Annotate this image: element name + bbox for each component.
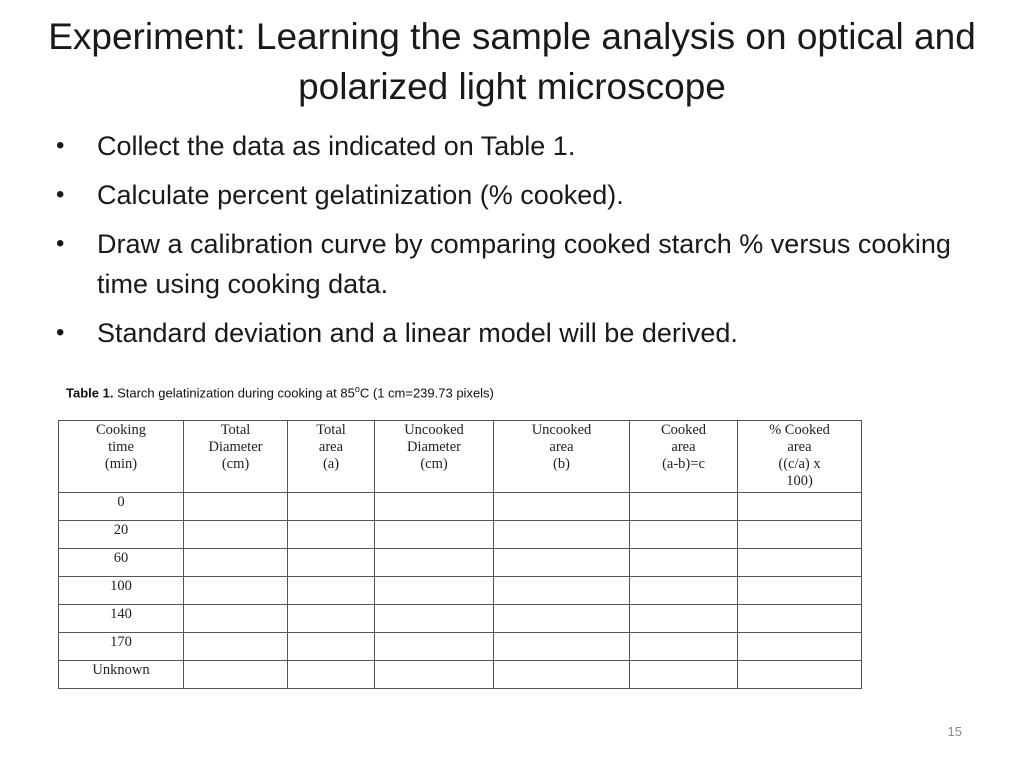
table-cell <box>738 605 862 633</box>
table-cell <box>184 633 288 661</box>
table-cell <box>184 521 288 549</box>
table-cell <box>288 549 375 577</box>
table-cell <box>630 577 738 605</box>
table-cell <box>375 661 494 689</box>
bullet-text: Collect the data as indicated on Table 1. <box>97 131 576 161</box>
column-header: Uncooked area (b) <box>494 421 630 493</box>
bullet-item <box>56 224 976 304</box>
table-cell <box>738 521 862 549</box>
table-cell <box>375 521 494 549</box>
bullet-dot-icon: • <box>56 181 65 208</box>
table-cell <box>630 605 738 633</box>
table-header-row <box>59 421 862 493</box>
bullet-list <box>56 126 976 362</box>
table-cell <box>494 493 630 521</box>
table-cell <box>288 493 375 521</box>
table-cell: 60 <box>59 549 184 577</box>
table-cell <box>494 605 630 633</box>
table-caption-text-end: C (1 cm=239.73 pixels) <box>359 385 494 401</box>
table-cell: 20 <box>59 521 184 549</box>
table-cell <box>630 661 738 689</box>
table-cell <box>738 493 862 521</box>
table-cell: 140 <box>59 605 184 633</box>
bullet-text: Draw a calibration curve by comparing cooked starch % versus cooking time using cooking data. <box>97 229 951 299</box>
column-header: Total Diameter (cm) <box>184 421 288 493</box>
table-row <box>59 521 862 549</box>
table-cell: 100 <box>59 577 184 605</box>
table-cell <box>630 633 738 661</box>
bullet-item <box>56 175 976 215</box>
page-number: 15 <box>947 724 962 739</box>
table-cell <box>738 577 862 605</box>
slide-title: Experiment: Learning the sample analysis on optical and polarized light microscope <box>48 16 976 107</box>
table-cell <box>738 633 862 661</box>
table-cell <box>494 521 630 549</box>
table-caption-text: Starch gelatinization during cooking at 85 <box>117 385 355 401</box>
table-cell <box>184 549 288 577</box>
column-header: Cooked area (a-b)=c <box>630 421 738 493</box>
bullet-dot-icon: • <box>56 230 65 257</box>
table-cell <box>738 661 862 689</box>
bullet-item <box>56 126 976 166</box>
table-row <box>59 549 862 577</box>
table-cell <box>494 549 630 577</box>
table-row <box>59 605 862 633</box>
table-caption-label: Table 1. <box>66 385 114 401</box>
table-cell <box>375 633 494 661</box>
table-cell <box>288 521 375 549</box>
table-row <box>59 577 862 605</box>
column-header: Uncooked Diameter (cm) <box>375 421 494 493</box>
table-cell: 170 <box>59 633 184 661</box>
table-cell <box>494 633 630 661</box>
table-cell <box>375 577 494 605</box>
column-header: Total area (a) <box>288 421 375 493</box>
table-cell: Unknown <box>59 661 184 689</box>
table-cell <box>630 493 738 521</box>
table-cell <box>375 493 494 521</box>
table-cell <box>494 577 630 605</box>
bullet-text: Standard deviation and a linear model will be derived. <box>97 318 738 348</box>
table-cell <box>494 661 630 689</box>
table-cell <box>184 493 288 521</box>
table-row <box>59 633 862 661</box>
table-cell <box>288 605 375 633</box>
column-header: % Cooked area ((c/a) x 100) <box>738 421 862 493</box>
column-header: Cooking time (min) <box>59 421 184 493</box>
table-row <box>59 493 862 521</box>
table-cell: 0 <box>59 493 184 521</box>
table-cell <box>375 605 494 633</box>
table-cell <box>288 661 375 689</box>
data-table <box>58 420 862 689</box>
bullet-text: Calculate percent gelatinization (% cooked). <box>97 180 624 210</box>
table-cell <box>184 661 288 689</box>
bullet-dot-icon: • <box>56 319 65 346</box>
table-caption <box>66 380 494 402</box>
table-cell <box>184 577 288 605</box>
table-cell <box>630 549 738 577</box>
table-cell <box>288 577 375 605</box>
table-cell <box>375 549 494 577</box>
table-cell <box>288 633 375 661</box>
table-row <box>59 661 862 689</box>
table-cell <box>738 549 862 577</box>
bullet-item <box>56 313 976 353</box>
degree-superscript: o <box>354 384 360 394</box>
table-cell <box>630 521 738 549</box>
bullet-dot-icon: • <box>56 132 65 159</box>
table-cell <box>184 605 288 633</box>
